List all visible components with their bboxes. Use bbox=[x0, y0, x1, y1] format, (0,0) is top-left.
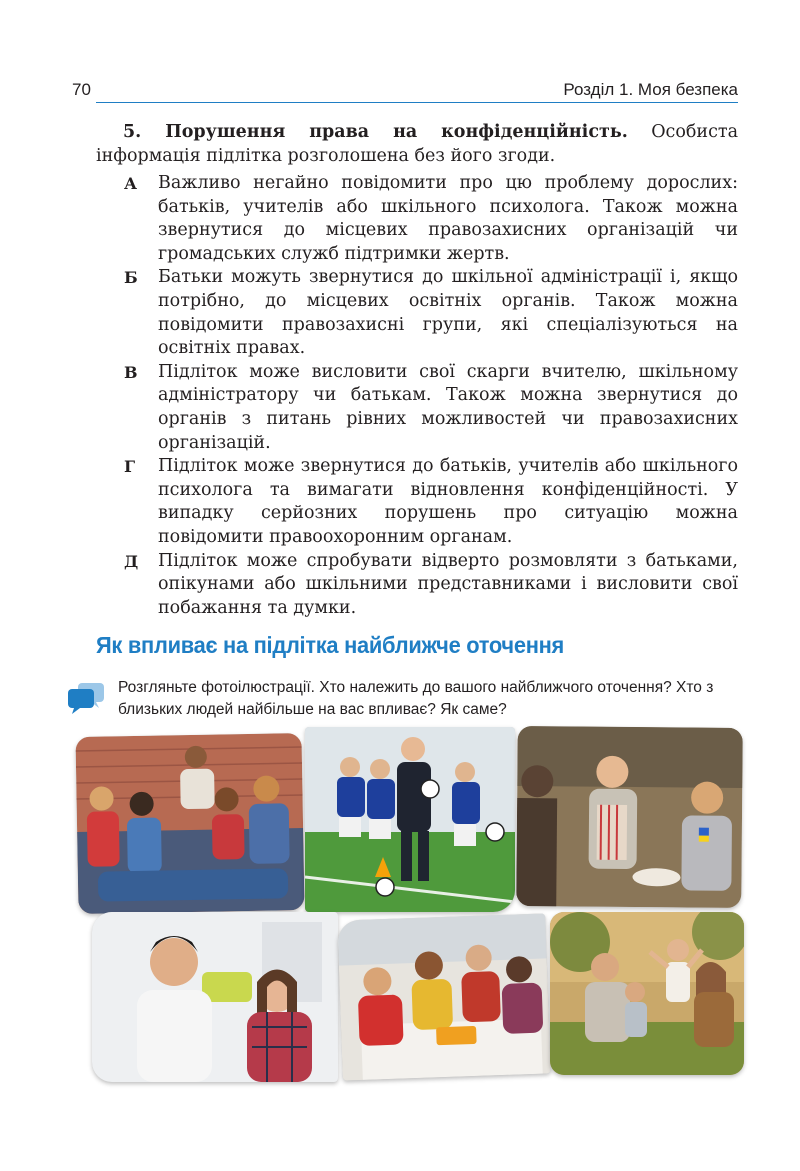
photo-teens-eating bbox=[92, 912, 338, 1082]
option-letter: Г bbox=[124, 457, 136, 477]
answer-option bbox=[96, 266, 738, 360]
option-letter: А bbox=[124, 174, 138, 193]
question-5-title: 5. Порушення права на конфіденційність. bbox=[123, 122, 628, 142]
section-title: Розділ 1. Моя безпека bbox=[563, 80, 738, 99]
photo-family-outdoors bbox=[550, 912, 744, 1075]
question-5-intro bbox=[96, 121, 738, 168]
answer-option bbox=[96, 361, 738, 455]
discussion-icon bbox=[66, 681, 106, 715]
discussion-question: Розгляньте фотоілюстрації. Хто належить до вашого найближчого оточення? Хто з близьких людей найбільше на вас впливає? Як саме? bbox=[118, 679, 714, 718]
option-text: Підліток може висловити свої скарги вчителю, шкільному адміністратору чи батькам. Також можна звернутися до органів з питань рівних можливостей чи правозахисних організацій. bbox=[158, 361, 738, 453]
option-text: Батьки можуть звернутися до шкільної адміністрації і, якщо потрібно, до місцевих освітніх органів. Також можна повідомити правозахисні групи, які спеціалізуються на освітніх правах. bbox=[158, 267, 738, 359]
answer-option bbox=[96, 172, 738, 266]
answer-options bbox=[96, 172, 738, 620]
section-heading: Як впливає на підлітка найближче оточення bbox=[96, 632, 565, 658]
header-divider bbox=[96, 102, 738, 103]
answer-option bbox=[96, 455, 738, 549]
option-letter: В bbox=[124, 362, 138, 382]
option-text: Підліток може спробувати відверто розмовляти з батьками, опікунами або шкільними представниками і висловити свої побажання та думки. bbox=[158, 550, 738, 618]
option-letter: Б bbox=[124, 268, 138, 288]
answer-option bbox=[96, 550, 738, 621]
photo-volunteers bbox=[516, 726, 743, 908]
question-5-text: Особиста інформація підлітка розголошена без його згоди. bbox=[96, 122, 738, 166]
photo-group-project bbox=[337, 913, 550, 1080]
page-number: 70 bbox=[72, 80, 91, 99]
photo-teens-on-sofa bbox=[75, 733, 304, 914]
option-letter: Д bbox=[124, 551, 139, 571]
option-text: Важливо негайно повідомити про цю проблему дорослих: батьків, учителів або шкільного психолога. Також можна звернутися до місцевих правозахисних організацій чи громадських служб підтримки жертв. bbox=[158, 173, 738, 264]
option-text: Підліток може звернутися до батьків, учителів або шкільного психолога та вимагати відновлення конфіденційності. У випадку серйозних порушень про ситуацію можна повідомити правоохоронним органам. bbox=[158, 456, 738, 547]
photo-football-training bbox=[305, 727, 515, 912]
